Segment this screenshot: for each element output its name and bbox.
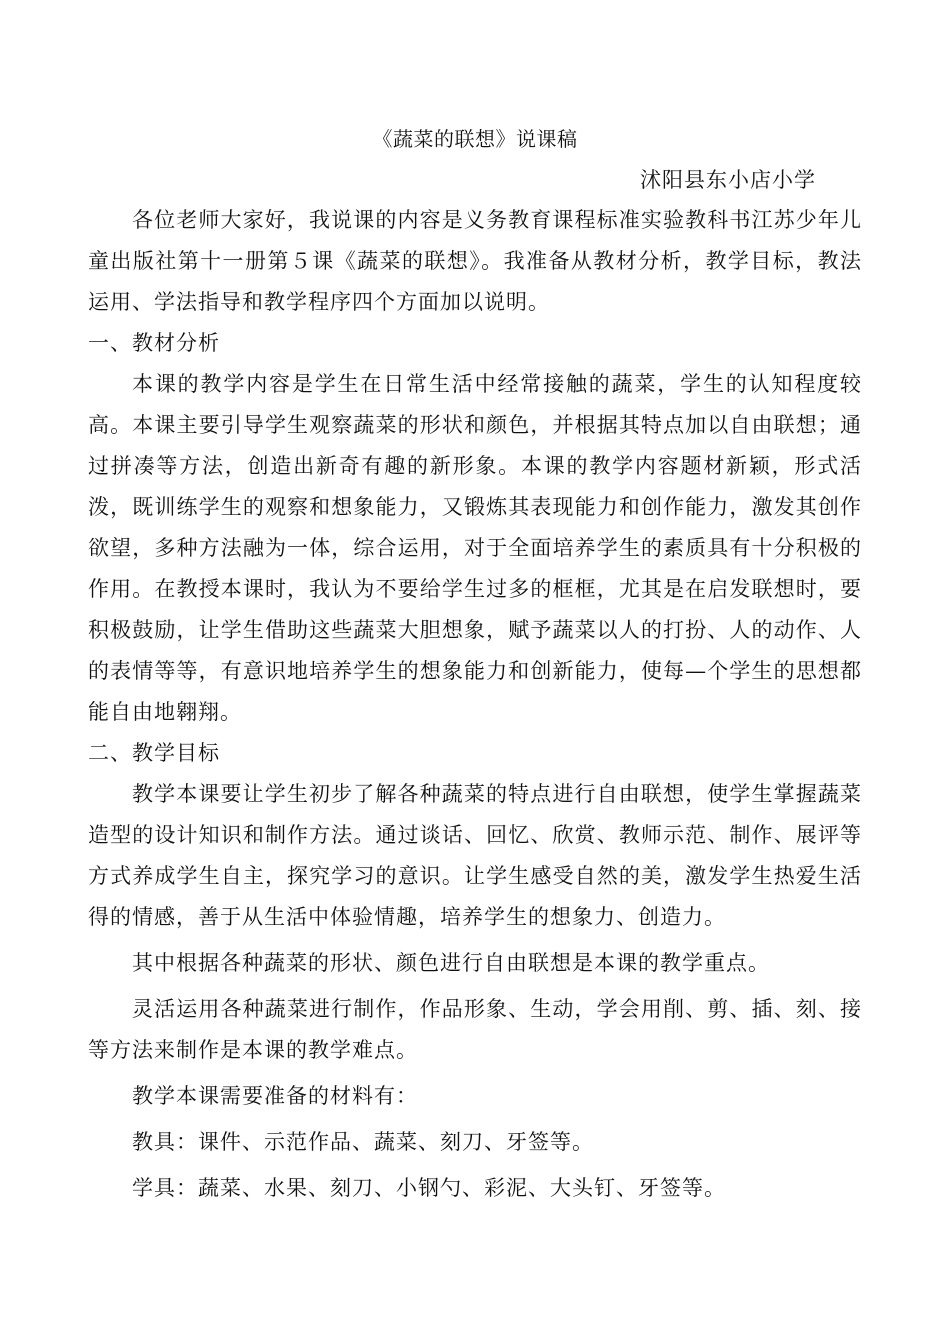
section-heading-goals: 二、教学目标: [88, 741, 220, 765]
section-heading-materials: 一、教材分析: [88, 331, 220, 355]
paragraph-goals: 教学本课要让学生初步了解各种蔬菜的特点进行自由联想，使学生掌握蔬菜造型的设计知识和制作方法。通过谈话、回忆、欣赏、教师示范、制作、展评等方式养成学生自主，探究学习的意识。让学生感受自然的美，激发学生热爱生活得的情感，善于从生活中体验情趣，培养学生的想象力、创造力。: [88, 782, 862, 929]
paragraph-key-point: 其中根据各种蔬菜的形状、颜色进行自由联想是本课的教学重点。: [132, 951, 770, 975]
paragraph-teaching-aids: 教具：课件、示范作品、蔬菜、刻刀、牙签等。: [132, 1130, 594, 1154]
paragraph-materials-needed: 教学本课需要准备的材料有：: [132, 1084, 418, 1108]
document-body: [88, 200, 862, 1209]
school-name: 沭阳县东小店小学: [640, 168, 816, 192]
paragraph-materials: 本课的教学内容是学生在日常生活中经常接触的蔬菜，学生的认知程度较高。本课主要引导学生观察蔬菜的形状和颜色，并根据其特点加以自由联想；通过拼凑等方法，创造出新奇有趣的新形象。本课的教学内容题材新颖，形式活泼，既训练学生的观察和想象能力，又锻炼其表现能力和创作能力，激发其创作欲望，多种方法融为一体，综合运用，对于全面培养学生的素质具有十分积极的作用。在教授本课时，我认为不要给学生过多的框框，尤其是在启发联想时，要积极鼓励，让学生借助这些蔬菜大胆想象，赋予蔬菜以人的打扮、人的动作、人的表情等等，有意识地培养学生的想象能力和创新能力，使每—个学生的思想都能自由地翱翔。: [88, 372, 862, 724]
document-title: 《蔬菜的联想》说课稿: [372, 127, 578, 151]
paragraph-student-aids: 学具：蔬菜、水果、刻刀、小钢勺、彩泥、大头钉、牙签等。: [132, 1176, 726, 1200]
paragraph-difficulty: 灵活运用各种蔬菜进行制作，作品形象、生动，学会用削、剪、插、刻、接等方法来制作是本课的教学难点。: [88, 997, 862, 1062]
paragraph-intro: 各位老师大家好，我说课的内容是义务教育课程标准实验教科书江苏少年儿童出版社第十一册第５课《蔬菜的联想》。我准备从教材分析，教学目标，教法运用、学法指导和教学程序四个方面加以说明。: [88, 208, 862, 314]
